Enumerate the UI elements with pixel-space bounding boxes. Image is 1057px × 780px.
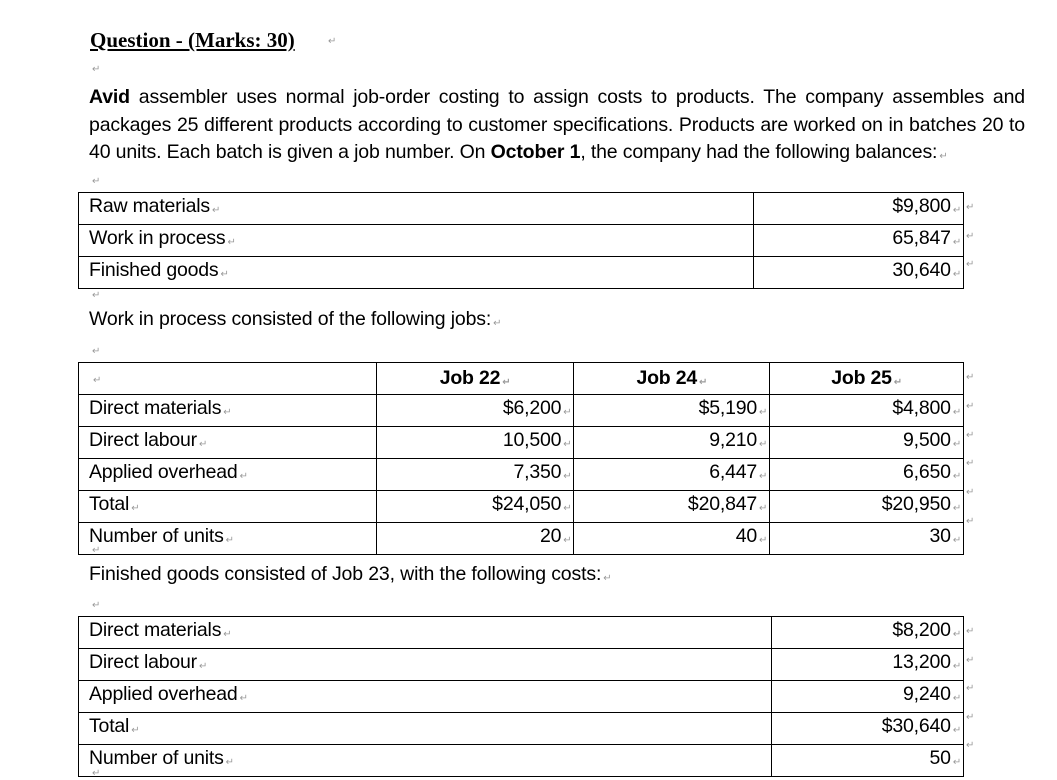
table-header-row: ↵ Job 22 ↵ Job 24 ↵ Job 25 ↵ xyxy=(79,363,964,395)
row-label: Direct labour ↵ xyxy=(79,649,772,681)
table-row xyxy=(79,523,964,555)
header-job-22: Job 22 ↵ xyxy=(376,363,574,395)
table-row xyxy=(79,395,964,427)
cell: 6,650 ↵ xyxy=(770,459,964,491)
row-value: 13,200 ↵ xyxy=(772,649,964,681)
paragraph-mark-icon: ↵ xyxy=(92,346,101,357)
row-value: 30,640 ↵ xyxy=(754,257,964,289)
balances-table xyxy=(78,192,964,289)
intro-text-1: assembler uses normal job-order costing to assign costs to products. The company assembles and packages 25 different products according to customer specifications. Products are worked on in batches 20 to 40 units. Each batch is given a job number. On xyxy=(89,86,1025,163)
table-row xyxy=(79,225,964,257)
job23-table xyxy=(78,616,964,777)
row-label: Total ↵ xyxy=(79,713,772,745)
cell: $20,847 ↵ xyxy=(574,491,770,523)
cell: 9,210 ↵ xyxy=(574,427,770,459)
row-value: $30,640 ↵ xyxy=(772,713,964,745)
cell: 30 ↵ xyxy=(770,523,964,555)
table-row xyxy=(79,193,964,225)
row-label: Applied overhead ↵ xyxy=(79,459,377,491)
paragraph-mark-icon: ↵ xyxy=(92,768,101,779)
row-label: Finished goods ↵ xyxy=(79,257,754,289)
row-label: Number of units ↵ xyxy=(79,523,377,555)
paragraph-mark-icon: ↵ xyxy=(328,36,337,47)
row-value: 65,847 ↵ xyxy=(754,225,964,257)
row-label: Direct materials ↵ xyxy=(79,617,772,649)
row-label: Total ↵ xyxy=(79,491,377,523)
balance-date: October 1 xyxy=(490,141,581,163)
header-job-25: Job 25 ↵ xyxy=(770,363,964,395)
cell: $5,190 ↵ xyxy=(574,395,770,427)
cell: 6,447 ↵ xyxy=(574,459,770,491)
row-label: Direct materials ↵ xyxy=(79,395,377,427)
cell: 7,350 ↵ xyxy=(376,459,574,491)
row-label: Work in process ↵ xyxy=(79,225,754,257)
paragraph-mark-icon: ↵ xyxy=(92,600,101,611)
row-value: $9,800 ↵ xyxy=(754,193,964,225)
row-value: 9,240 ↵ xyxy=(772,681,964,713)
table-row xyxy=(79,459,964,491)
intro-paragraph xyxy=(89,84,1025,171)
paragraph-mark-icon: ↵ xyxy=(92,64,101,75)
cell: $6,200 ↵ xyxy=(376,395,574,427)
row-label: Applied overhead ↵ xyxy=(79,681,772,713)
cell: 20 ↵ xyxy=(376,523,574,555)
cell: 40 ↵ xyxy=(574,523,770,555)
fg-intro: Finished goods consisted of Job 23, with the following costs: ↵ xyxy=(89,563,612,585)
paragraph-mark-icon: ↵ xyxy=(92,176,101,187)
company-name: Avid xyxy=(89,86,130,108)
row-label: Raw materials ↵ xyxy=(79,193,754,225)
table-row xyxy=(79,491,964,523)
paragraph-mark-icon: ↵ xyxy=(939,151,948,162)
cell: 9,500 ↵ xyxy=(770,427,964,459)
cell: $20,950 ↵ xyxy=(770,491,964,523)
row-value: $8,200 ↵ xyxy=(772,617,964,649)
table-row xyxy=(79,681,964,713)
table-row xyxy=(79,745,964,777)
table-row xyxy=(79,617,964,649)
row-label: Direct labour ↵ xyxy=(79,427,377,459)
row-label: Number of units ↵ xyxy=(79,745,772,777)
question-heading: Question - (Marks: 30) xyxy=(90,28,295,52)
intro-text-2: , the company had the following balances: xyxy=(580,141,938,163)
cell: 10,500 ↵ xyxy=(376,427,574,459)
table-row xyxy=(79,427,964,459)
wip-intro: Work in process consisted of the following jobs: ↵ xyxy=(89,308,502,330)
row-value: 50 ↵ xyxy=(772,745,964,777)
header-job-24: Job 24 ↵ xyxy=(574,363,770,395)
paragraph-mark-icon: ↵ xyxy=(92,290,101,301)
cell: $4,800 ↵ xyxy=(770,395,964,427)
table-row xyxy=(79,257,964,289)
cell: $24,050 ↵ xyxy=(376,491,574,523)
jobs-table xyxy=(78,362,964,555)
table-row xyxy=(79,649,964,681)
table-row xyxy=(79,713,964,745)
paragraph-mark-icon: ↵ xyxy=(92,545,101,556)
